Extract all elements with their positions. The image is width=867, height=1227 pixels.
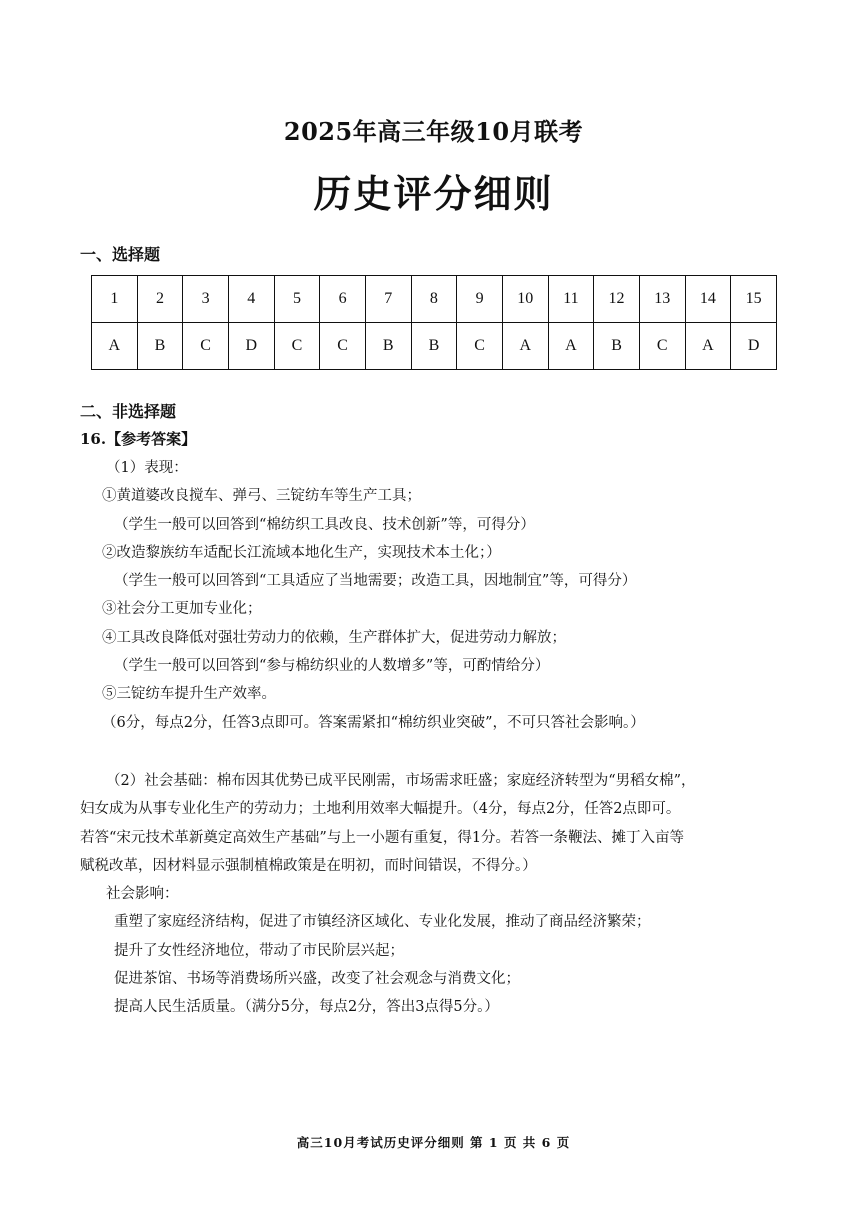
impact-line: 提高人民生活质量。（满分5分，每点2分，答出3点得5分。） [114,999,499,1016]
q16-answer-body [80,454,800,1022]
answer-cell: D [228,323,274,370]
answer-cell: D [731,323,777,370]
impact-line: 提升了女性经济地位，带动了市民阶层兴起； [114,942,404,959]
answer-row [92,323,777,370]
answer-cell: C [274,323,320,370]
question-number-cell: 15 [731,276,777,323]
question-number-cell: 12 [594,276,640,323]
answer-cell: B [137,323,183,370]
answer-cell: C [639,323,685,370]
document-title: 历史评分细则 [313,171,554,216]
question-number-cell: 5 [274,276,320,323]
part2-paragraph [80,767,800,1022]
part2-line: 若答“宋元技术革新奠定高效生产基础”与上一小题有重复，得1分。若答一条鞭法、摊丁入亩等 [80,829,685,846]
part2-line: 妇女成为从事专业化生产的劳动力；土地利用效率大幅提升。（4分，每点2分，任答2点即可。 [80,801,681,818]
section-heading-choice: 一、选择题 [80,245,161,264]
answer-cell: B [411,323,457,370]
question-number-row [92,276,777,323]
part1-line: ⑤三锭纺车提升生产效率。 [102,686,276,703]
impact-label: 社会影响： [106,886,179,903]
question-number-cell: 8 [411,276,457,323]
impact-line: 促进茶馆、书场等消费场所兴盛，改变了社会观念与消费文化； [114,971,520,988]
part1-label: （1）表现： [106,460,188,476]
question-number-cell: 7 [365,276,411,323]
answer-cell: A [502,323,548,370]
page-footer: 高三10月考试历史评分细则 第 1 页 共 6 页 [296,1135,571,1150]
part1-line: ④工具改良降低对强壮劳动力的依赖，生产群体扩大，促进劳动力解放； [102,629,566,646]
answer-cell: C [457,323,503,370]
part1-line: ③社会分工更加专业化； [102,601,262,618]
q16-heading: 16.【参考答案】 [80,430,197,448]
part1-note: （学生一般可以回答到“工具适应了当地需要；改造工具，因地制宜”等，可得分） [114,573,637,590]
part2-line: （2）社会基础：棉布因其优势已成平民刚需，市场需求旺盛；家庭经济转型为“男稻女棉”， [106,772,696,789]
answer-cell: C [320,323,366,370]
question-number-cell: 3 [183,276,229,323]
question-number-cell: 13 [639,276,685,323]
answer-cell: A [685,323,731,370]
answer-cell: C [183,323,229,370]
exam-title: 2025年高三年级10月联考 [283,117,584,146]
answer-table [91,275,777,370]
answer-cell: A [92,323,138,370]
answer-cell: B [594,323,640,370]
question-number-cell: 9 [457,276,503,323]
part1-scoring-note: （6分，每点2分，任答3点即可。答案需紧扣“棉纺织业突破”，不可只答社会影响。） [102,714,645,731]
question-number-cell: 2 [137,276,183,323]
question-number-cell: 6 [320,276,366,323]
answer-cell: B [365,323,411,370]
question-number-cell: 11 [548,276,594,323]
question-number-cell: 10 [502,276,548,323]
impact-line: 重塑了家庭经济结构，促进了市镇经济区域化、专业化发展，推动了商品经济繁荣； [114,914,651,931]
question-number-cell: 14 [685,276,731,323]
answer-cell: A [548,323,594,370]
part1-line: ②改造黎族纺车适配长江流域本地化生产，实现技术本土化；） [102,544,501,561]
part1-note: （学生一般可以回答到“棉纺织工具改良、技术创新”等，可得分） [114,516,535,533]
part1-note: （学生一般可以回答到“参与棉纺织业的人数增多”等，可酌情给分） [114,658,550,675]
section-heading-nonchoice: 二、非选择题 [80,402,177,421]
question-number-cell: 1 [92,276,138,323]
part2-line: 赋税改革，因材料显示强制植棉政策是在明初，而时间错误，不得分。） [80,857,537,874]
part1-line: ①黄道婆改良搅车、弹弓、三锭纺车等生产工具； [102,488,421,505]
question-number-cell: 4 [228,276,274,323]
